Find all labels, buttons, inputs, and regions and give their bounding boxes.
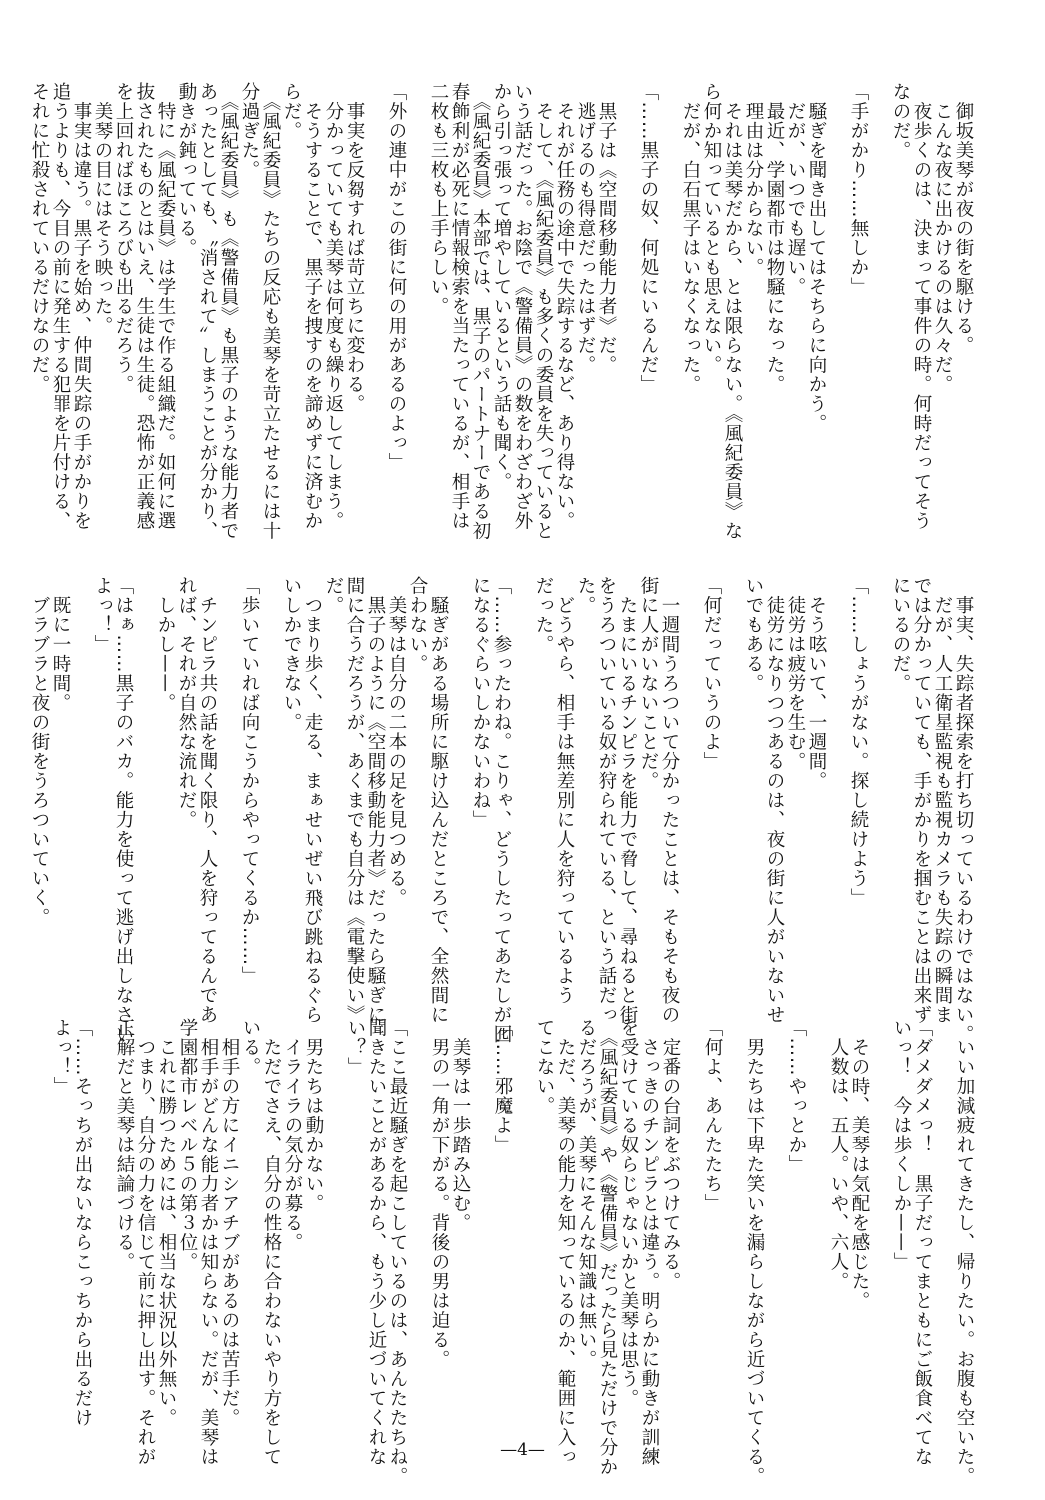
blank-column xyxy=(408,1018,429,1498)
blank-column xyxy=(218,576,239,1056)
text-column: 動きが鈍っている。 xyxy=(176,82,197,258)
text-column: 《風紀委員》たちの反応も美琴を苛立たせるには十 xyxy=(260,82,281,541)
text-column: ただでさえ、自分の性格に合わないやり方をして xyxy=(261,1018,282,1467)
text-column: た。 xyxy=(575,576,596,615)
text-column: 騒ぎを聞き出してはそちらに向かう。 xyxy=(806,82,827,433)
blank-column xyxy=(933,1018,954,1498)
blank-column xyxy=(324,1018,345,1498)
text-column: 相手の方にイニシアチブがあるのは苦手だ。 xyxy=(219,1018,240,1428)
blank-column xyxy=(71,576,92,1056)
text-column: さっきのチンピラとは違う。明らかに動きが訓練 xyxy=(639,1018,660,1467)
text-column: だが、人工衛星監視も監視カメラも失踪の瞬間ま xyxy=(932,576,953,1025)
text-column: 御坂美琴が夜の街を駆ける。 xyxy=(953,82,974,355)
text-column: 《風紀委員》本部では、黒子のパートナーである初 xyxy=(470,82,491,541)
text-column: から引っ張って増やしているという話も聞く。 xyxy=(491,82,512,492)
text-column: 学園都市レベル５の第３位。 xyxy=(177,1018,198,1272)
blank-column xyxy=(765,1018,786,1498)
text-column: を受けている奴らじゃないかと美琴は思う。 xyxy=(618,1018,639,1408)
text-column: 「……やっとか」 xyxy=(786,1018,807,1174)
text-column: それに忙殺されているだけなのだ。 xyxy=(29,82,50,394)
text-column: だ。 xyxy=(323,576,344,615)
text-column: 「何だっていうのよ」 xyxy=(701,576,722,771)
text-column: 理由は分からない。 xyxy=(743,82,764,277)
text-column: 男たちは下卑た笑いを漏らしながら近づいてくる。 xyxy=(744,1018,765,1486)
text-column: それは美琴だから、とは限らない。《風紀委員》な xyxy=(722,82,743,541)
text-column: 《風紀委員》も《警備員》も黒子のような能力者で xyxy=(218,82,239,541)
blank-column xyxy=(617,82,638,562)
text-column: 逃げるのも得意だったはずだ。 xyxy=(575,82,596,375)
text-column: 美琴は自分の二本の足を見つめる。 xyxy=(386,576,407,908)
text-column: それが任務の途中で失踪するなど、あり得ない。 xyxy=(554,82,575,531)
text-column: 抜されたものとはいえ、生徒は生徒。恐怖が正義感 xyxy=(134,82,155,531)
text-column: 既に一時間。 xyxy=(50,576,71,713)
blank-column xyxy=(723,1018,744,1498)
text-column: 「歩いていれば向こうからやってくるか……」 xyxy=(239,576,260,986)
text-column: 黒子のように《空間移動能力者》だったら騒ぎに xyxy=(365,576,386,1025)
text-column: 美琴の目にはそう映った。 xyxy=(92,82,113,336)
text-column: 正解だと美琴は結論づける。 xyxy=(114,1018,135,1272)
blank-column xyxy=(827,576,848,1056)
text-column: こんな夜に出かけるのは久々だ。 xyxy=(932,82,953,394)
blank-column xyxy=(513,1018,534,1498)
text-column: 「……そっちが出ないならこっちから出るだけ xyxy=(72,1018,93,1428)
blank-column xyxy=(827,82,848,562)
text-column: 一週間うろついて分かったことは、そもそも夜の xyxy=(659,576,680,1025)
blank-column xyxy=(134,576,155,1056)
text-column: 事実を反芻すれば苛立ちに変わる。 xyxy=(344,82,365,414)
text-column: 最近、学園都市は物騒になった。 xyxy=(764,82,785,394)
text-column: 「……参ったわね。こりゃ、どうしたってあたしが囮 xyxy=(491,576,512,1044)
text-column: チンピラ共の話を聞く限り、人を狩ってるんであ xyxy=(197,576,218,1025)
blank-column xyxy=(260,576,281,1056)
text-column: だが、いつでも遅い。 xyxy=(785,82,806,297)
text-column: いる。 xyxy=(240,1018,261,1077)
text-column: 「ダメダメっ！ 黒子だってまともにご飯食べてな xyxy=(912,1018,933,1467)
text-block-bottom xyxy=(51,1018,975,1498)
blank-column xyxy=(681,1018,702,1498)
text-column: これに勝つためには、相当な状況以外無い。 xyxy=(156,1018,177,1428)
text-column: 聞きたいことがあるから、もう少し近づいてくれな xyxy=(366,1018,387,1467)
text-column: 徒労になりつつあるのは、夜の街に人がいないせ xyxy=(764,576,785,1025)
text-column: れば、それが自然な流れだ。 xyxy=(176,576,197,830)
text-column: いう話だった。お陰で《警備員》の数をわざわざ外 xyxy=(512,82,533,531)
text-column: では分かっていても、手がかりを掴むことは出来ず xyxy=(911,576,932,1025)
text-column: いい加減疲れてきたし、帰りたい。お腹も空いた。 xyxy=(954,1018,975,1486)
text-column: つまり歩く、走る、まぁせいぜい飛び跳ねるぐら xyxy=(302,576,323,1025)
text-column: よっ！」 xyxy=(92,576,113,654)
text-column: 《風紀委員》や《警備員》だったら見ただけで分か xyxy=(597,1018,618,1477)
text-column: 「……邪魔よ」 xyxy=(492,1018,513,1155)
text-column: 徒労は疲労を生む。 xyxy=(785,576,806,771)
text-column: 「……しょうがない。探し続けよう」 xyxy=(848,576,869,908)
text-column: 夜歩くのは、決まって事件の時。何時だってそう xyxy=(911,82,932,531)
text-column: 定番の台詞をぶつけてみる。 xyxy=(660,1018,681,1291)
text-column: 事実、失踪者探索を打ち切っているわけではない。 xyxy=(953,576,974,1044)
text-column: 「はぁ……黒子のバカ。能力を使って逃げ出しなさい xyxy=(113,576,134,1044)
text-block-top xyxy=(29,82,974,562)
text-column: ら何か知っているとも思えない。 xyxy=(701,82,722,375)
text-column: 分かっていても美琴は何度も繰り返してしまう。 xyxy=(323,82,344,531)
text-column: あったとしても、〝消されて〟しまうことが分かり、 xyxy=(197,82,218,541)
text-column: 合わない。 xyxy=(407,576,428,674)
text-column: 騒ぎがある場所に駆け込んだところで、全然間に xyxy=(428,576,449,1025)
text-column: 二枚も三枚も上手らしい。 xyxy=(428,82,449,316)
text-column: その時、美琴は気配を感じた。 xyxy=(849,1018,870,1311)
text-column: だった。 xyxy=(533,576,554,654)
text-column: ブラブラと夜の街をうろついていく。 xyxy=(29,576,50,927)
text-column: 黒子は《空間移動能力者》だ。 xyxy=(596,82,617,375)
blank-column xyxy=(869,82,890,562)
text-column: 間に合うだろうが、あくまでも自分は《電撃使い》 xyxy=(344,576,365,1025)
text-column: 「……黒子の奴、何処にいるんだ」 xyxy=(638,82,659,394)
text-column: なのだ。 xyxy=(890,82,911,160)
blank-column xyxy=(722,576,743,1056)
text-column: 人数は、五人。いや、六人。 xyxy=(828,1018,849,1291)
text-column: いっ！ 今は歩くしか——」 xyxy=(891,1018,912,1272)
blank-column xyxy=(807,1018,828,1498)
text-column: 美琴は一歩踏み込む。 xyxy=(450,1018,471,1233)
text-column: ただ、美琴の能力を知っているのか、範囲に入っ xyxy=(555,1018,576,1467)
text-column: てこない。 xyxy=(534,1018,555,1116)
text-column: イライラの気分が募る。 xyxy=(282,1018,303,1252)
page-number: —4— xyxy=(500,1440,545,1460)
blank-column xyxy=(680,576,701,1056)
text-column: を上回ればほころびも出るだろう。 xyxy=(113,82,134,394)
text-column: 「外の連中がこの街に何の用があるのよっ」 xyxy=(386,82,407,472)
text-column: をうろついている奴が狩られている、という話だっ xyxy=(596,576,617,1025)
text-column: 春飾利が必死に情報検索を当たっているが、相手は xyxy=(449,82,470,531)
text-column: 「何よ、あんたたち」 xyxy=(702,1018,723,1213)
text-column: にいるのだ。 xyxy=(890,576,911,693)
text-column: そう呟いて、一週間。 xyxy=(806,576,827,791)
text-column: そうすることで、黒子を捜すのを諦めずに済むか xyxy=(302,82,323,531)
text-column: 相手がどんな能力者かは知らない。だが、美琴は xyxy=(198,1018,219,1467)
blank-column xyxy=(512,576,533,1056)
blank-column xyxy=(407,82,428,562)
blank-column xyxy=(449,576,470,1056)
text-column: どうやら、相手は無差別に人を狩っているよう xyxy=(554,576,575,1005)
text-column: 分過ぎた。 xyxy=(239,82,260,180)
text-column: らだ。 xyxy=(281,82,302,141)
text-block-middle xyxy=(29,576,974,1056)
blank-column xyxy=(869,576,890,1056)
blank-column xyxy=(365,82,386,562)
text-column: い？」 xyxy=(345,1018,366,1077)
text-column: 事実は違う。黒子を始め、仲間失踪の手がかりを xyxy=(71,82,92,531)
text-column: いしかできない。 xyxy=(281,576,302,732)
text-column: 男の一角が下がる。背後の男は迫る。 xyxy=(429,1018,450,1369)
text-column: しかし——。 xyxy=(155,576,176,713)
blank-column xyxy=(93,1018,114,1498)
text-column: 街に人がいないことだ。 xyxy=(638,576,659,791)
blank-column xyxy=(471,1018,492,1498)
text-column: 追うよりも、今目の前に発生する犯罪を片付ける、 xyxy=(50,82,71,531)
text-column: よっ！」 xyxy=(51,1018,72,1096)
text-column: つまり、自分の力を信じて前に押し出す。それが xyxy=(135,1018,156,1467)
text-column: 「ここ最近騒ぎを起こしているのは、あんたたちね。 xyxy=(387,1018,408,1486)
blank-column xyxy=(870,1018,891,1498)
text-column: そして、《風紀委員》も多くの委員を失っていると xyxy=(533,82,554,541)
text-column: いでもある。 xyxy=(743,576,764,693)
blank-column xyxy=(659,82,680,562)
text-column: だが、白石黒子はいなくなった。 xyxy=(680,82,701,394)
text-column: 「手がかり……無しか」 xyxy=(848,82,869,297)
text-column: 男たちは動かない。 xyxy=(303,1018,324,1213)
text-column: になるぐらいしかないわね」 xyxy=(470,576,491,830)
text-column: 特に《風紀委員》は学生で作る組織だ。如何に選 xyxy=(155,82,176,531)
text-column: たまにいるチンピラを能力で脅して、尋ねると街 xyxy=(617,576,638,1025)
text-column: るだろうが、美琴にそんな知識は無い。 xyxy=(576,1018,597,1369)
